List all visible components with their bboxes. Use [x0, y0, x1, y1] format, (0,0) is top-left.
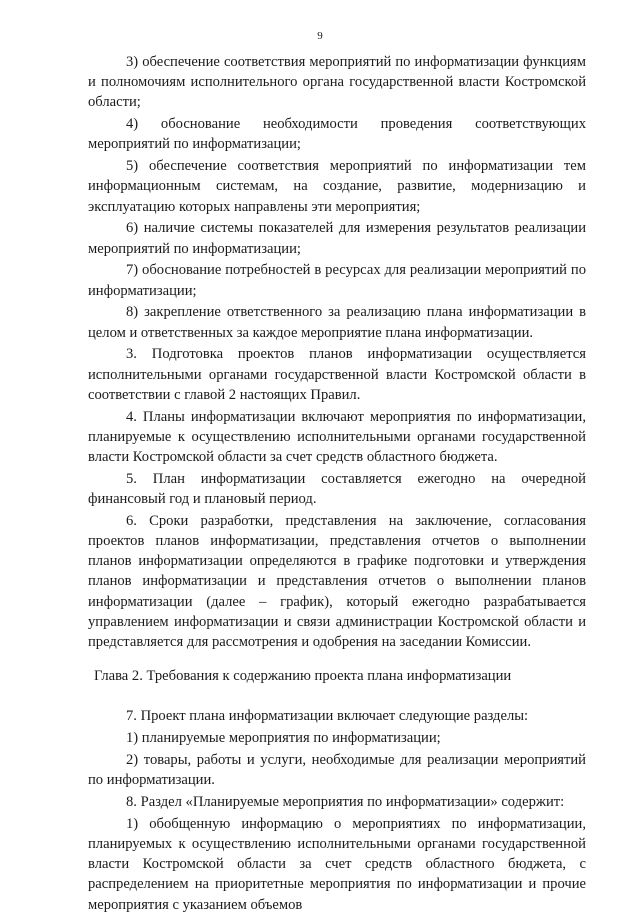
list-item-6: 6) наличие системы показателей для измерения результатов реализации мероприятий по информатизации;: [88, 220, 586, 257]
section-item-2: 2) товары, работы и услуги, необходимые для реализации мероприятий по информатизации.: [88, 752, 586, 789]
clause-6: 6. Сроки разработки, представления на заключение, согласования проектов планов информатизации, представления отчетов о выполнении планов информатизации определяются в графике подготовки и утверждения планов информатизации и представления отчетов о выполнении планов информатизации (далее – график), который ежегодно разрабатывается управлением информатизации и связи администрации Костромской области и представляется для рассмотрения и одобрения на заседании Комиссии.: [88, 512, 586, 651]
list-item-7: 7) обоснование потребностей в ресурсах для реализации мероприятий по информатизации;: [88, 262, 586, 299]
page-number: 9: [317, 30, 323, 42]
clause-5: 5. План информатизации составляется ежегодно на очередной финансовый год и плановый период.: [88, 470, 586, 508]
chapter-heading: Глава 2. Требования к содержанию проекта плана информатизации: [94, 668, 512, 685]
list-item-4: 4) обоснование необходимости проведения соответствующих мероприятий по информатизации;: [88, 116, 586, 153]
list-item-3: 3) обеспечение соответствия мероприятий по информатизации функциям и полномочиям исполнительного органа государственной власти Костромской области;: [88, 54, 586, 111]
section-item-1: 1) планируемые мероприятия по информатизации;: [126, 730, 441, 747]
list-item-8: 8) закрепление ответственного за реализацию плана информатизации в целом и ответственных за каждое мероприятие плана информатизации.: [88, 304, 586, 341]
list-item-5: 5) обеспечение соответствия мероприятий по информатизации тем информационным системам, на создание, развитие, модернизацию и эксплуатацию которых направлены эти мероприятия;: [88, 158, 586, 215]
clause-4: 4. Планы информатизации включают мероприятия по информатизации, планируемые к осуществлению исполнительными органами государственной власти Костромской области за счет средств областного бюджета.: [88, 408, 586, 466]
clause-8: 8. Раздел «Планируемые мероприятия по информатизации» содержит:: [126, 794, 565, 811]
clause-3: 3. Подготовка проектов планов информатизации осуществляется исполнительными органами государственной власти Костромской области в соответствии с главой 2 настоящих Правил.: [88, 346, 586, 403]
content-item-1: 1) обобщенную информацию о мероприятиях по информатизации, планируемых к осуществлению исполнительными органами государственной власти Костромской области за счет средств областного бюджета, с распределением на приоритетные мероприятия по информатизации и прочие мероприятия с указанием объемов: [88, 815, 586, 913]
clause-7: 7. Проект плана информатизации включает следующие разделы:: [126, 708, 529, 725]
document-body: [88, 52, 586, 916]
